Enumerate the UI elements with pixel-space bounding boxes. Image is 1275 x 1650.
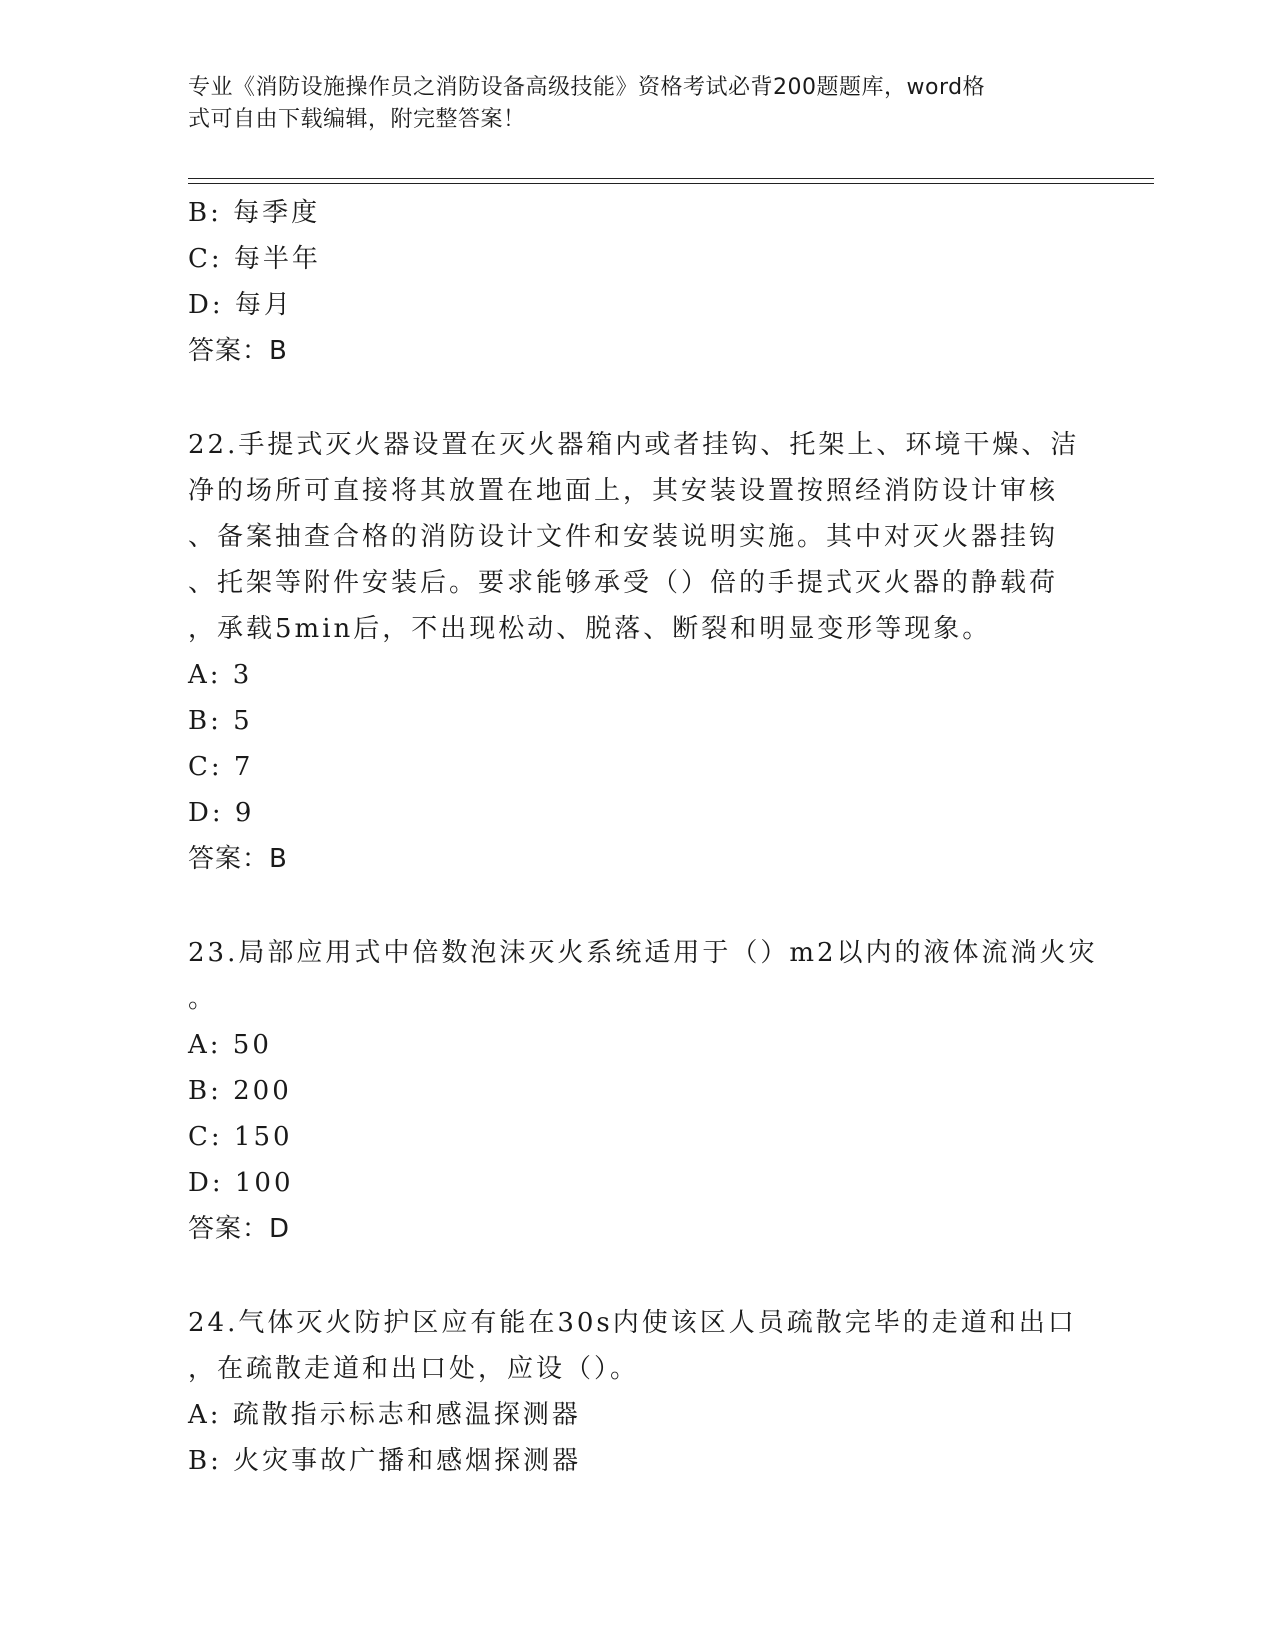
header-line-2: 式可自由下载编辑，附完整答案！ — [188, 107, 526, 132]
header-line-1: 专业《消防设施操作员之消防设备高级技能》资格考试必背200题题库，word格 — [188, 75, 986, 100]
option-c: C: 每半年 — [188, 244, 321, 274]
question-24 — [188, 1300, 1088, 1484]
question-text-line: 22.手提式灭火器设置在灭火器箱内或者挂钩、托架上、环境干燥、洁 — [188, 430, 1080, 460]
header-divider-bottom — [188, 183, 1154, 184]
option-b: B: 5 — [188, 706, 253, 736]
spacer — [188, 374, 1088, 422]
option-a: A: 3 — [188, 660, 253, 690]
option-c: C: 150 — [188, 1122, 293, 1152]
option-a: A: 疏散指示标志和感温探测器 — [188, 1400, 581, 1430]
option-d: D: 每月 — [188, 290, 293, 320]
question-text-line: 、托架等附件安装后。要求能够承受（）倍的手提式灭火器的静载荷 — [188, 568, 1059, 598]
question-text-line: ，在疏散走道和出口处，应设（）。 — [188, 1354, 640, 1384]
header-divider-top — [188, 178, 1154, 179]
question-23 — [188, 930, 1098, 1252]
question-text-line: ，承载5min后，不出现松动、脱落、断裂和明显变形等现象。 — [188, 614, 992, 644]
answer: 答案：B — [188, 336, 288, 366]
option-c: C: 7 — [188, 752, 254, 782]
spacer — [188, 1252, 1088, 1300]
question-21 — [188, 190, 1088, 374]
question-content — [188, 190, 1098, 1484]
option-d: D: 9 — [188, 798, 255, 828]
option-d: D: 100 — [188, 1168, 294, 1198]
question-text-line: 净的场所可直接将其放置在地面上，其安装设置按照经消防设计审核 — [188, 476, 1059, 506]
option-b: B: 火灾事故广播和感烟探测器 — [188, 1446, 582, 1476]
question-text-line: 、备案抽查合格的消防设计文件和安装说明实施。其中对灭火器挂钩 — [188, 522, 1059, 552]
option-b: B: 每季度 — [188, 198, 321, 228]
answer: 答案：D — [188, 1214, 291, 1244]
option-b: B: 200 — [188, 1076, 292, 1106]
question-22 — [188, 422, 1088, 882]
question-text-line: 23.局部应用式中倍数泡沫灭火系统适用于（）m2以内的液体流淌火灾 — [188, 938, 1098, 968]
question-text-line: 24.气体灭火防护区应有能在30s内使该区人员疏散完毕的走道和出口 — [188, 1308, 1077, 1338]
question-text-line: 。 — [188, 984, 218, 1014]
answer: 答案：B — [188, 844, 288, 874]
document-header — [188, 72, 1088, 136]
option-a: A: 50 — [188, 1030, 272, 1060]
spacer — [188, 882, 1088, 930]
